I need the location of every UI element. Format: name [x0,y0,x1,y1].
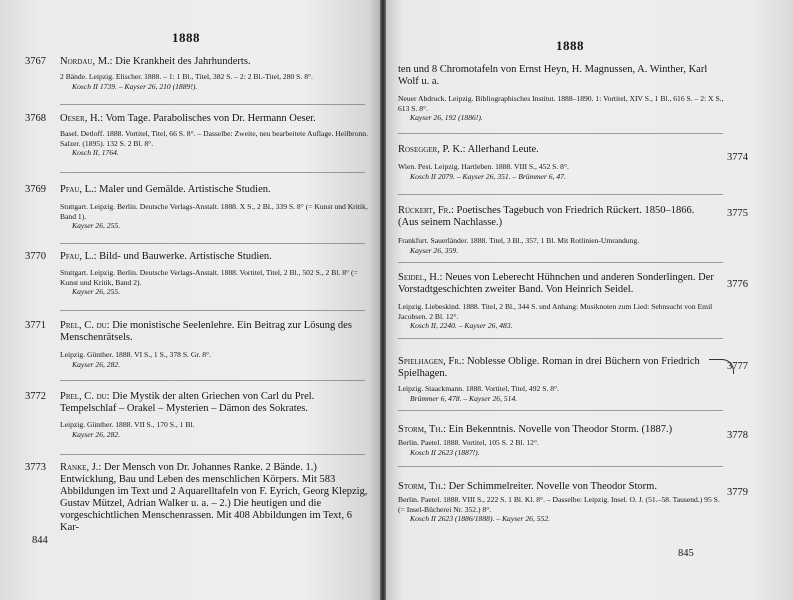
entry-references: Kosch II 1739. – Kayser 26, 210 (1889!). [72,81,198,91]
entry-references: Kayser 26, 255. [72,221,121,230]
page-number: 845 [678,548,694,559]
entry-title-line [398,205,715,229]
entry-author: Spielhagen, Fr.: [398,356,465,367]
entry-number: 3774 [727,152,748,163]
entry-publication [398,495,727,524]
entry-pub-details: Frankfurt. Sauerländer. 1888. Titel, 3 Bl., 357, 1 Bl. Mit Rotlinien-Umrandung. [398,236,640,245]
divider [398,262,723,263]
entry-title: ten und 8 Chromotafeln von Ernst Heyn, H. Magnussen, A. Winther, Karl Wolf u. a. [398,64,708,87]
entry-title-line [398,144,715,156]
divider [60,172,365,173]
entry-references: Kosch II 2623 (1886/1888). – Kayser 26, 552. [410,514,551,523]
entry-title: Poetisches Tagebuch von Friedrich Rückert. 1850–1866. (Aus seinem Nachlasse.) [398,205,695,228]
entry-pub-details: Berlin. Paetel. 1888. VIII S., 222 S. 1 Bl. Kl. 8°. – Dasselbe: Leipzig. Insel. O. J. (51.–58. Tausend.) 95 S. (= Insel-Bücherei Nr. 352.) 8°. [398,495,720,514]
entry-title: Der Schimmelreiter. Novelle von Theodor Storm. [446,481,657,492]
entry-number: 3775 [727,208,748,219]
entry-number: 3772 [25,391,46,402]
entry-number: 3771 [25,320,46,331]
entry-pub-details: Stuttgart. Leipzig. Berlin. Deutsche Verlags-Anstalt. 1888. X S., 2 Bl., 339 S. 8° (= Kunst und Kritik, Band 1). [60,202,368,221]
entry-number: 3777 [727,361,748,372]
page-number: 844 [32,535,48,546]
entry-references: Kayser 26, 282. [72,359,121,369]
divider [60,243,365,244]
entry-title: Der Mensch von Dr. Johannes Ranke. 2 Bände. 1.) Entwicklung, Bau und Leben des menschlichen Körpers. Mit 583 Abbildungen im Text und 2 Aquarelltafeln von F. Eyrich, Georg Klepzig, Gustav Mützel, Adrian Walker u. a. – 2.) Die heutigen und die vorgeschichtlichen Menschenrassen. Mit 408 Abbildungen im Text, 6 Kar- [60,462,368,533]
entry-number: 3769 [25,184,46,195]
entry-author: Storm, Th.: [398,481,447,492]
entry-publication [60,268,368,297]
entry-title: Allerhand Leute. [465,144,539,155]
entry-author: Prel, C. du: [60,320,110,331]
entry-title-line [60,56,370,68]
entry-pub-details: Basel. Detloff. 1888. Vortitel, Titel, 66 S. 8°. – Dasselbe: Zweite, neu bearbeitete Auflage. Heilbronn. Salzer. (1895). 132 S. 2 Bl. 8°. [60,129,368,148]
entry-pub-details: Stuttgart. Leipzig. Berlin. Deutsche Verlags-Anstalt. 1888. Vortitel, Titel, 2 Bl., 502 S., 2 Bl. 8° (= Kunst und Kritik, Band 2). [60,268,358,287]
entry-author: Prel, C. du: [60,391,110,402]
entry-publication [60,350,368,369]
entry-pub-details: Leipzig. Günther. 1888. VII S., 170 S., 1 Bl. [60,420,195,429]
entry-number: 3767 [25,56,46,67]
entry-references: Kosch II, 1764. [72,148,119,157]
entry-pub-details: 2 Bände. Leipzig. Elischer. 1888. – 1: 1 Bl., Titel, 382 S. – 2: 2 Bl.-Titel, 280 S. 8°. [60,72,313,81]
entry-references: Kayser 26, 255. [72,287,121,296]
entry-title-line [398,272,715,296]
entry-references: Kayser 26, 192 (1886!). [410,113,483,122]
entry-title-line [60,184,370,196]
entry-number: 3768 [25,113,46,124]
entry-references: Kosch II, 2240. – Kayser 26, 483. [410,321,513,330]
entry-author: Pfau, L.: [60,184,97,195]
entry-author: Pfau, L.: [60,251,97,262]
left-page [0,0,380,600]
divider [398,410,723,411]
entry-title: Maler und Gemälde. Artistische Studien. [96,184,271,195]
entry-title-line [398,481,715,493]
entry-references: Kayser 26, 359. [410,245,459,255]
entry-title-line [398,424,715,436]
entry-title-line [60,391,370,415]
entry-title-line [60,251,370,263]
entry-author: Nordau, M.: [60,56,113,67]
divider [60,454,365,455]
entry-title: Die Krankheit des Jahrhunderts. [112,56,251,67]
divider [398,338,723,339]
entry-author: Oeser, H.: [60,113,104,124]
entry-publication [60,129,368,158]
right-page [386,0,793,600]
entry-publication [60,202,368,231]
entry-number: 3770 [25,251,46,262]
entry-pub-details: Neuer Abdruck. Leipzig. Bibliographisches Institut. 1888–1890. 1: Vortitel, XIV S., 1 Bl., 616 S. – 2: X S., 613 S. 8°. [398,94,724,113]
entry-author: Storm, Th.: [398,424,447,435]
entry-pub-details: Leipzig. Günther. 1888. VI S., 1 S., 378 S. Gr. 8°. [60,350,211,359]
entry-publication [398,384,727,403]
divider [60,310,365,311]
entry-number: 3773 [25,462,46,473]
entry-references: Kosch II 2079. – Kayser 26, 351. – Brümmer 6, 47. [410,171,566,181]
entry-publication [398,162,727,181]
entry-publication [60,72,368,91]
entry-title-line [60,320,370,344]
entry-title: Die Mystik der alten Griechen von Carl du Prel. Tempelschlaf – Orakel – Mysterien – Dämon des Sokrates. [60,391,315,414]
entry-publication [398,438,727,457]
entry-pub-details: Leipzig. Liebeskind. 1888. Titel, 2 Bl., 344 S. und Anhang: Musiknoten zum Lied: Sehnsucht von Emil Jacobsen. 2 Bl. 12°. [398,302,713,321]
entry-author: Rosegger, P. K.: [398,144,466,155]
page-year-header: 1888 [172,30,200,45]
divider [60,380,365,381]
divider [398,194,723,195]
entry-number: 3779 [727,487,748,498]
entry-pub-details: Berlin. Paetel. 1888. Vortitel, 105 S. 2 Bl. 12°. [398,438,539,447]
entry-number: 3778 [727,430,748,441]
divider [398,466,723,467]
entry-title: Noblesse Oblige. Roman in drei Büchern von Friedrich Spielhagen. [398,356,700,379]
entry-title-line [60,462,370,534]
entry-pub-details: Leipzig. Staackmann. 1888. Vortitel, Titel, 492 S. 8°. [398,384,559,393]
entry-title-line [398,356,715,380]
page-year-header: 1888 [556,38,584,53]
entry-publication [398,236,727,255]
entry-title: Vom Tage. Parabolisches von Dr. Hermann Oeser. [103,113,316,124]
divider [398,133,723,134]
entry-publication [60,420,368,439]
entry-author: Ranke, J.: [60,462,102,473]
entry-author: Seidel, H.: [398,272,443,283]
entry-references: Kayser 26, 282. [72,429,121,439]
entry-number: 3776 [727,279,748,290]
entry-author: Rückert, Fr.: [398,205,454,216]
entry-references: Brümmer 6, 478. – Kayser 26, 514. [410,393,518,403]
entry-title: Die monistische Seelenlehre. Ein Beitrag zur Lösung des Menschenrätsels. [60,320,352,343]
entry-title-line [60,113,370,125]
entry-title: Ein Bekenntnis. Novelle von Theodor Storm. (1887.) [446,424,673,435]
entry-references: Kosch II 2623 (1887!). [410,447,480,457]
divider [60,104,365,105]
entry-title: Bild- und Bauwerke. Artistische Studien. [96,251,272,262]
entry-pub-details: Wien. Pest. Leipzig. Hartleben. 1888. VIII S., 452 S. 8°. [398,162,569,171]
entry-publication [398,302,727,331]
entry-publication [398,94,727,123]
entry-title: Neues von Leberecht Hühnchen und anderen Sonderlingen. Der Vorstadtgeschichten zweiter Band. Von Heinrich Seidel. [398,272,714,295]
